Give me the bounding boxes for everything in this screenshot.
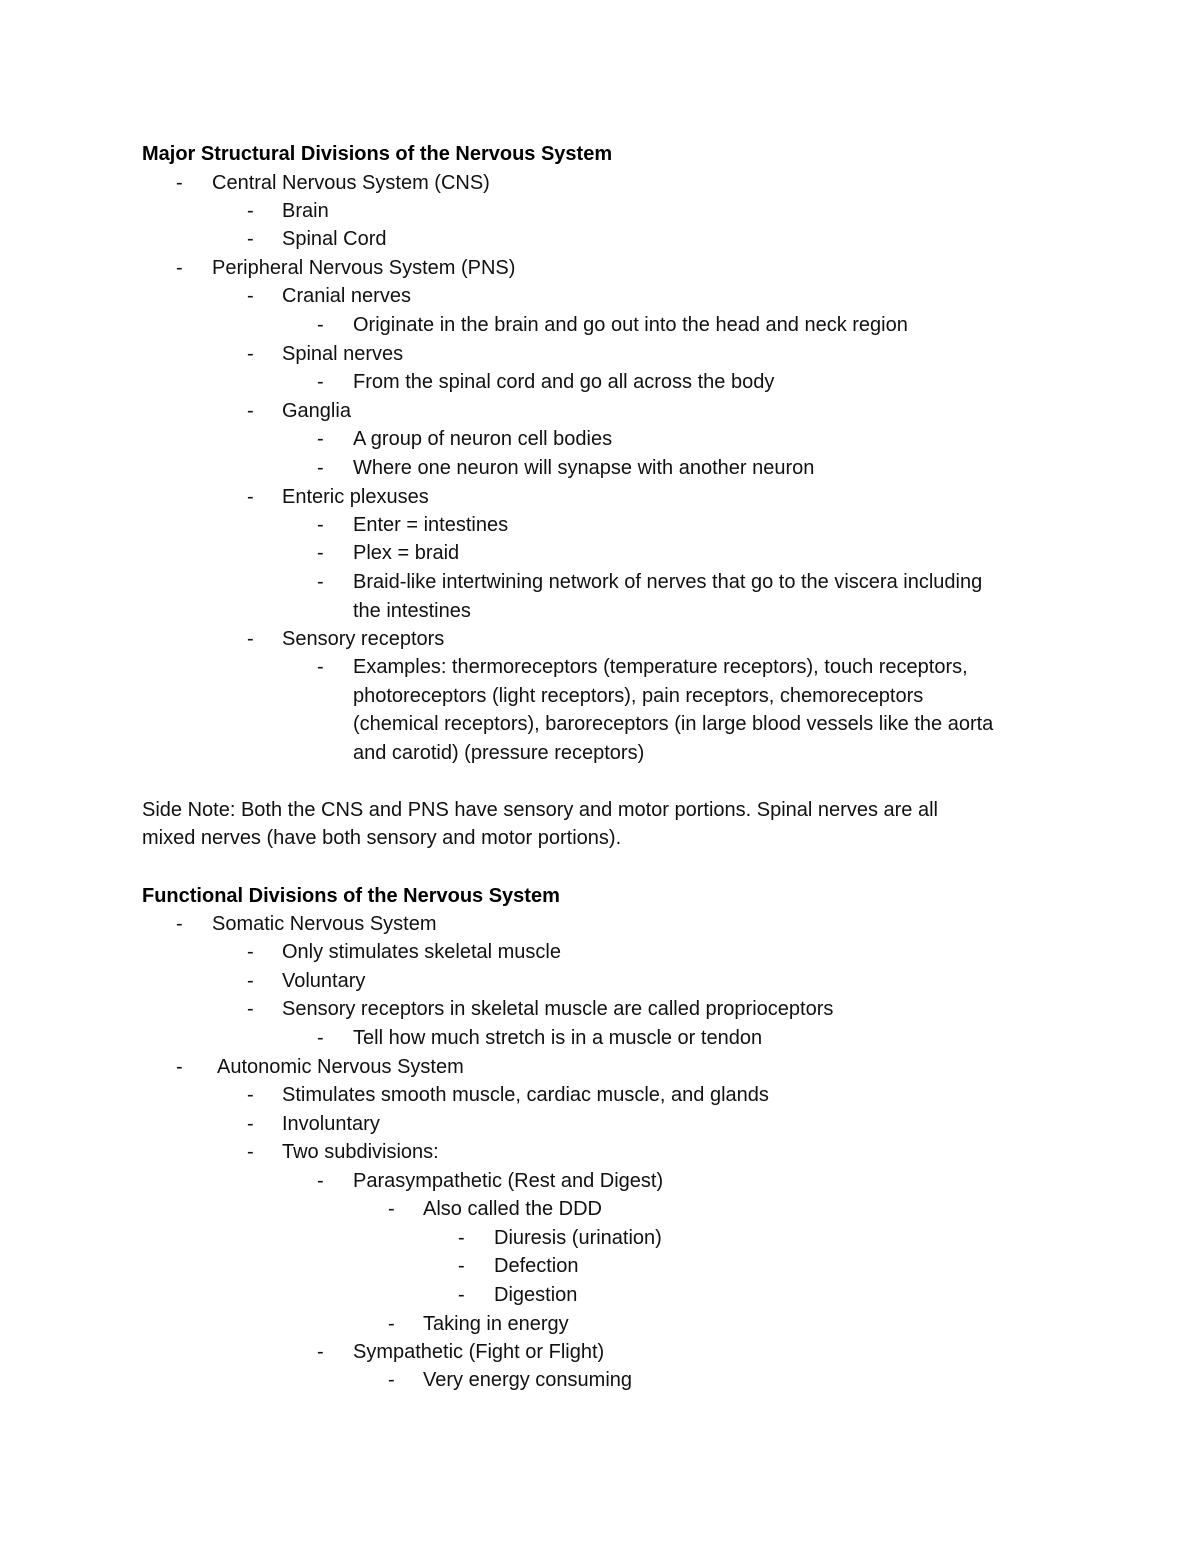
list-item-parasympathetic: Parasympathetic (Rest and Digest) [353,1170,664,1192]
list-item-sensory-examples-cont: and carotid) (pressure receptors) [353,742,645,764]
list-item-somatic-3: Sensory receptors in skeletal muscle are called proprioceptors [282,998,834,1020]
list-item-enteric-desc-3-cont: the intestines [353,600,471,622]
bullet-dash: - [176,257,183,279]
list-item-somatic: Somatic Nervous System [212,913,437,935]
bullet-dash: - [388,1313,395,1335]
list-item-auto-3: Two subdivisions: [282,1141,439,1163]
bullet-dash: - [247,998,254,1020]
list-item-sensory-examples-cont: photoreceptors (light receptors), pain receptors, chemoreceptors [353,685,924,707]
bullet-dash: - [388,1369,395,1391]
list-item-ganglia: Ganglia [282,400,351,422]
bullet-dash: - [247,228,254,250]
list-item-cns: Central Nervous System (CNS) [212,172,490,194]
list-item-somatic-1: Only stimulates skeletal muscle [282,941,561,963]
list-item-cranial-nerves: Cranial nerves [282,285,411,307]
bullet-dash: - [317,656,324,678]
list-item-enteric-desc-3: Braid-like intertwining network of nerves that go to the viscera including [353,571,983,593]
bullet-dash: - [458,1227,465,1249]
list-item-brain: Brain [282,200,329,222]
bullet-dash: - [176,172,183,194]
list-item-spinal-nerves: Spinal nerves [282,343,404,365]
bullet-dash: - [458,1284,465,1306]
bullet-dash: - [247,343,254,365]
list-item-enteric: Enteric plexuses [282,486,429,508]
section-heading-functional: Functional Divisions of the Nervous System [142,885,560,907]
list-item-autonomic: Autonomic Nervous System [217,1056,464,1078]
list-item-ddd-3: Digestion [494,1284,578,1306]
bullet-dash: - [247,628,254,650]
list-item-ddd: Also called the DDD [423,1198,602,1220]
bullet-dash: - [317,428,324,450]
list-item-spinal-desc: From the spinal cord and go all across the body [353,371,775,393]
bullet-dash: - [247,941,254,963]
list-item-enteric-desc-1: Enter = intestines [353,514,509,536]
list-item-sensory-examples: Examples: thermoreceptors (temperature receptors), touch receptors, [353,656,968,678]
list-item-ddd-1: Diuresis (urination) [494,1227,662,1249]
list-item-ganglia-desc-1: A group of neuron cell bodies [353,428,613,450]
bullet-dash: - [176,913,183,935]
list-item-cranial-desc: Originate in the brain and go out into the head and neck region [353,314,908,336]
list-item-sympathetic: Sympathetic (Fight or Flight) [353,1341,605,1363]
list-item-energy: Taking in energy [423,1313,569,1335]
bullet-dash: - [317,1027,324,1049]
list-item-ddd-2: Defection [494,1255,579,1277]
bullet-dash: - [317,457,324,479]
list-item-somatic-3-sub: Tell how much stretch is in a muscle or tendon [353,1027,763,1049]
list-item-sensory-examples-cont: (chemical receptors), baroreceptors (in large blood vessels like the aorta [353,713,994,735]
list-item-sensory: Sensory receptors [282,628,445,650]
list-item-auto-2: Involuntary [282,1113,380,1135]
bullet-dash: - [247,1084,254,1106]
list-item-symp-1: Very energy consuming [423,1369,633,1391]
bullet-dash: - [247,1141,254,1163]
list-item-spinal-cord: Spinal Cord [282,228,387,250]
bullet-dash: - [247,400,254,422]
bullet-dash: - [317,542,324,564]
bullet-dash: - [317,571,324,593]
bullet-dash: - [458,1255,465,1277]
bullet-dash: - [317,371,324,393]
bullet-dash: - [317,314,324,336]
bullet-dash: - [247,285,254,307]
section-heading-structural: Major Structural Divisions of the Nervous System [142,143,613,165]
bullet-dash: - [247,486,254,508]
list-item-pns: Peripheral Nervous System (PNS) [212,257,516,279]
bullet-dash: - [317,1170,324,1192]
bullet-dash: - [317,1341,324,1363]
bullet-dash: - [317,514,324,536]
bullet-dash: - [388,1198,395,1220]
list-item-auto-1: Stimulates smooth muscle, cardiac muscle, and glands [282,1084,769,1106]
bullet-dash: - [247,1113,254,1135]
bullet-dash: - [176,1056,183,1078]
list-item-somatic-2: Voluntary [282,970,366,992]
list-item-ganglia-desc-2: Where one neuron will synapse with another neuron [353,457,815,479]
side-note-cont: mixed nerves (have both sensory and motor portions). [142,827,622,849]
list-item-enteric-desc-2: Plex = braid [353,542,460,564]
side-note: Side Note: Both the CNS and PNS have sensory and motor portions. Spinal nerves are all [142,799,938,821]
bullet-dash: - [247,200,254,222]
bullet-dash: - [247,970,254,992]
